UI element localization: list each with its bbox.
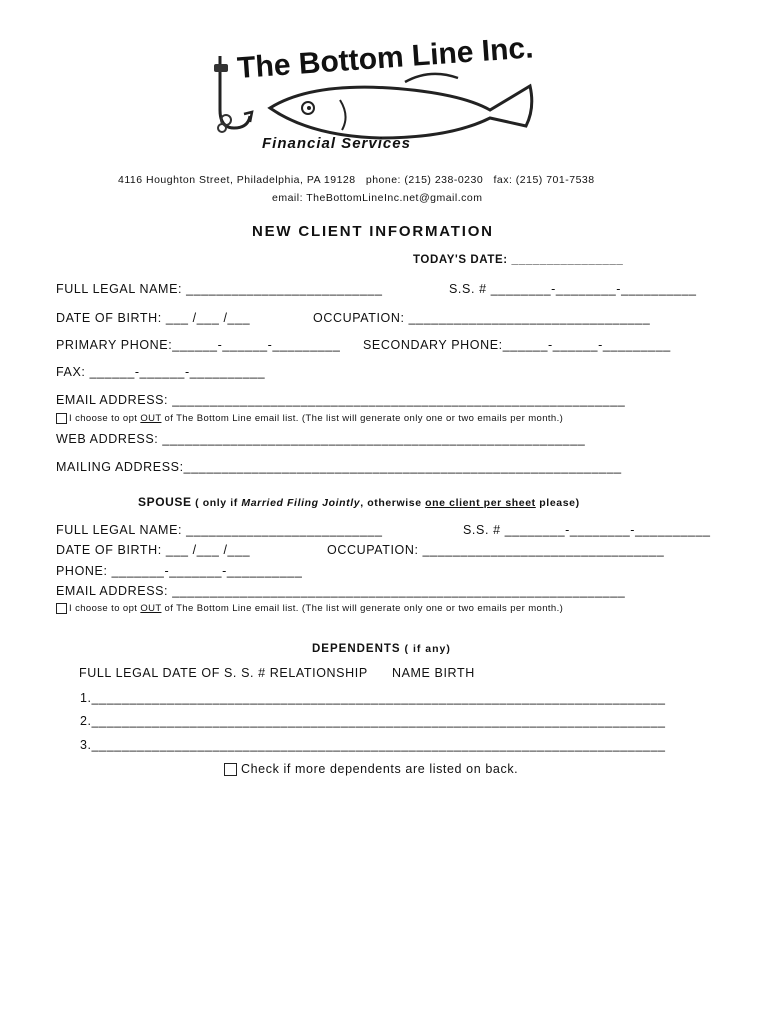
dependents-heading: DEPENDENTS ( if any) — [312, 643, 451, 655]
spouse-date-of-birth-field[interactable]: DATE OF BIRTH: ___ /___ /___ — [56, 543, 251, 557]
todays-date-field[interactable]: TODAY'S DATE: ________________ — [413, 254, 624, 266]
optout-checkbox[interactable] — [56, 413, 67, 424]
dependent-line-1[interactable]: 1.____________________________________________________________________________ — [80, 691, 666, 705]
spouse-optout-label: I choose to opt OUT of The Bottom Line email list. (The list will generate only one or two emails per month.) — [69, 603, 564, 614]
ss-number-field[interactable]: S.S. # ________-________-__________ — [449, 282, 697, 296]
spouse-email-address-field[interactable]: EMAIL ADDRESS: ____________________________________________________________ — [56, 584, 626, 598]
spouse-optout-checkbox[interactable] — [56, 603, 67, 614]
web-address-field[interactable]: WEB ADDRESS: ________________________________________________________ — [56, 432, 586, 446]
fish-hook-logo-icon — [190, 38, 576, 156]
dependent-line-2[interactable]: 2.____________________________________________________________________________ — [80, 714, 666, 728]
occupation-field[interactable]: OCCUPATION: ________________________________ — [313, 311, 651, 325]
mailing-address-field[interactable]: MAILING ADDRESS:__________________________________________________________ — [56, 460, 622, 474]
more-dependents-label: Check if more dependents are listed on back. — [241, 762, 519, 776]
dependents-columns: FULL LEGAL DATE OF S. S. # RELATIONSHIP NAME BIRTH — [79, 666, 475, 680]
dependent-line-3[interactable]: 3.____________________________________________________________________________ — [80, 738, 666, 752]
date-of-birth-field[interactable]: DATE OF BIRTH: ___ /___ /___ — [56, 311, 251, 325]
spouse-heading: SPOUSE ( only if Married Filing Jointly, otherwise one client per sheet please) — [138, 495, 580, 509]
more-dependents-checkbox[interactable] — [224, 763, 237, 776]
fax-field[interactable]: FAX: ______-______-__________ — [56, 365, 266, 379]
page-title: NEW CLIENT INFORMATION — [252, 223, 494, 240]
spouse-phone-field[interactable]: PHONE: _______-_______-__________ — [56, 564, 303, 578]
primary-phone-field[interactable]: PRIMARY PHONE:______-______-_________ — [56, 338, 341, 352]
email-address-field[interactable]: EMAIL ADDRESS: ____________________________________________________________ — [56, 393, 626, 407]
spouse-ss-number-field[interactable]: S.S. # ________-________-__________ — [463, 523, 711, 537]
svg-text:Financial Services: Financial Services — [262, 135, 411, 152]
address-line: 4116 Houghton Street, Philadelphia, PA 19128 phone: (215) 238-0230 fax: (215) 701-7538 — [118, 174, 595, 186]
company-logo — [190, 38, 576, 156]
email-line: email: TheBottomLineInc.net@gmail.com — [272, 192, 483, 204]
spouse-full-legal-name-field[interactable]: FULL LEGAL NAME: __________________________ — [56, 523, 383, 537]
svg-text:The Bottom Line Inc.: The Bottom Line Inc. — [236, 38, 535, 85]
optout-label: I choose to opt OUT of The Bottom Line email list. (The list will generate only one or two emails per month.) — [69, 413, 564, 424]
secondary-phone-field[interactable]: SECONDARY PHONE:______-______-_________ — [363, 338, 671, 352]
full-legal-name-field[interactable]: FULL LEGAL NAME: __________________________ — [56, 282, 383, 296]
spouse-occupation-field[interactable]: OCCUPATION: ________________________________ — [327, 543, 665, 557]
